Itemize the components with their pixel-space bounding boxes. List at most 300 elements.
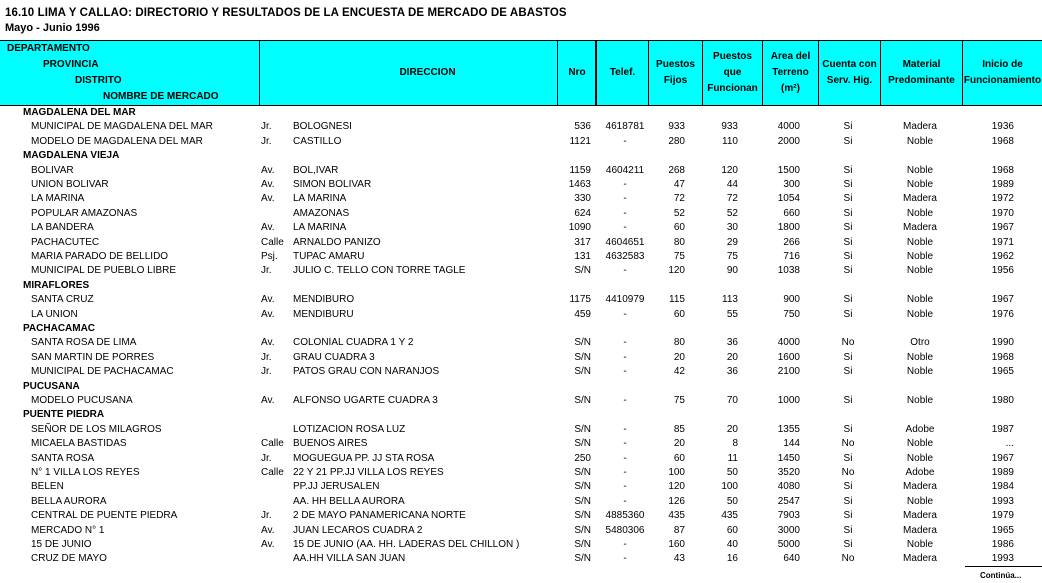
cell-fijos: 80 [673,337,685,349]
cell-dir: TUPAC AMARU [293,251,365,262]
table-row [0,135,1042,149]
cell-dir: CASTILLO [293,135,342,147]
cell-name: MARIA PARADO DE BELLIDO [31,251,169,262]
cell-func: 16 [726,553,738,565]
cell-dir: LA MARINA [293,222,347,234]
cell-func: 20 [726,423,738,435]
header-puestos-funcionan: Puestos que Funcionan [702,41,762,105]
cell-func: 70 [726,395,738,406]
cell-inicio: 1980 [991,395,1014,406]
cell-area: 660 [783,207,800,219]
cell-tel: - [623,423,627,435]
cell-inicio: 1979 [991,510,1014,522]
cell-mat: Adobe [905,467,935,478]
cell-area: 3000 [777,524,800,536]
cell-name: MERCADO N° 1 [31,524,105,536]
district-label: MAGDALENA DEL MAR [23,107,136,118]
cell-func: 36 [726,337,738,349]
cell-dir: PATOS GRAU CON NARANJOS [293,366,440,378]
cell-func: 90 [726,265,738,277]
cell-nro: 330 [574,193,591,205]
group-row [0,279,1042,293]
cell-func: 50 [726,467,738,478]
cell-mat: Noble [906,179,934,190]
cell-inicio: 1989 [991,179,1014,190]
cell-inicio: 1968 [991,164,1014,176]
district-label: PACHACAMAC [23,323,96,334]
cell-dir: BOLOGNESI [293,121,352,133]
header-area: Area del Terreno (m²) [762,41,818,105]
cell-name: BELEN [31,481,64,493]
cell-inicio: 1972 [991,193,1014,205]
cell-func: 29 [726,236,738,248]
cell-via: Calle [261,467,284,478]
cell-name: 15 DE JUNIO [31,539,92,550]
cell-serv: No [841,337,855,349]
cell-fijos: 268 [668,164,685,176]
header-cuenta: Cuenta con Serv. Hig. [818,41,880,105]
cell-fijos: 47 [673,179,685,190]
cell-mat: Noble [906,265,934,277]
header-material: Material Predominante [880,41,962,105]
header-direccion: DIRECCION [259,41,595,105]
cell-fijos: 60 [673,452,685,464]
cell-area: 2000 [777,135,800,147]
cell-serv: Si [843,207,853,219]
cell-tel: 4618781 [605,121,645,133]
district-label: MAGDALENA VIEJA [23,150,120,162]
cell-mat: Noble [906,438,934,450]
table-row [0,509,1042,523]
cell-serv: Si [843,510,853,522]
cell-mat: Madera [903,222,937,234]
cell-tel: - [623,452,627,464]
cell-serv: Si [843,495,853,507]
cell-func: 72 [726,193,738,205]
cell-area: 2547 [777,495,800,507]
cell-serv: Si [843,423,853,435]
cell-dir: GRAU CUADRA 3 [293,351,375,363]
cell-dir: 2 DE MAYO PANAMERICANA NORTE [293,510,466,522]
cell-inicio: 1976 [991,308,1014,320]
footer-divider [965,566,1042,567]
cell-nro: S/N [574,495,591,507]
cell-fijos: 160 [668,539,685,550]
cell-func: 113 [722,294,738,306]
cell-area: 640 [783,553,800,565]
cell-serv: No [841,553,855,565]
district-label: MIRAFLORES [23,279,90,291]
table-row [0,437,1042,451]
cell-dir: MENDIBURO [293,294,355,306]
cell-via: Jr. [261,135,272,147]
cell-dir: LA MARINA [293,193,347,205]
header-provincia: PROVINCIA [43,59,99,70]
cell-via: Jr. [261,510,272,522]
cell-area: 1800 [777,222,800,234]
cell-dir: BUENOS AIRES [293,438,368,450]
cell-serv: Si [843,222,853,234]
cell-name: MODELO DE MAGDALENA DEL MAR [31,135,203,147]
table-row [0,293,1042,307]
cell-via: Jr. [261,366,272,378]
table-row [0,524,1042,538]
cell-nro: S/N [574,524,591,536]
cell-nro: S/N [574,481,591,493]
cell-fijos: 126 [668,495,685,507]
cell-fijos: 120 [668,481,685,493]
cell-nro: S/N [574,539,591,550]
cell-name: CRUZ DE MAYO [31,553,107,565]
cell-area: 4000 [777,337,800,349]
cell-dir: ALFONSO UGARTE CUADRA 3 [293,395,438,406]
cell-nro: S/N [574,351,591,363]
group-row [0,149,1042,163]
cell-fijos: 80 [673,236,685,248]
cell-nro: 131 [574,251,591,262]
cell-name: SANTA ROSA [31,452,95,464]
header-distrito: DISTRITO [75,75,122,86]
cell-area: 144 [783,438,800,450]
table-row [0,178,1042,192]
cell-func: 75 [726,251,738,262]
cell-name: SEÑOR DE LOS MILAGROS [31,423,162,435]
cell-nro: S/N [574,265,591,277]
cell-tel: - [623,308,627,320]
cell-func: 11 [727,452,738,464]
cell-dir: MENDIBURU [293,308,354,320]
cell-serv: Si [843,164,853,176]
cell-tel: - [623,265,627,277]
cell-name: UNION BOLIVAR [31,179,109,190]
cell-dir: MOGUEGUA PP. JJ STA ROSA [293,452,435,464]
cell-mat: Madera [903,193,937,205]
cell-inicio: 1936 [991,121,1014,133]
cell-dir: AA.HH VILLA SAN JUAN [293,553,406,565]
cell-tel: - [623,438,627,450]
cell-fijos: 43 [673,553,685,565]
cell-mat: Noble [906,251,934,262]
cell-via: Av. [261,164,275,176]
cell-name: SANTA CRUZ [31,294,94,306]
cell-dir: LOTIZACION ROSA LUZ [293,423,406,435]
cell-mat: Noble [906,395,934,406]
cell-name: LA MARINA [31,193,85,205]
cell-func: 120 [721,164,738,176]
cell-area: 2100 [777,366,800,378]
cell-func: 50 [726,495,738,507]
cell-via: Av. [261,193,275,205]
cell-serv: Si [843,179,853,190]
cell-serv: Si [843,308,853,320]
cell-fijos: 435 [668,510,685,522]
cell-serv: Si [843,481,853,493]
cell-nro: S/N [574,510,591,522]
continua-label: Continúa... [980,571,1022,580]
cell-nro: 624 [574,207,591,219]
cell-nro: 459 [574,308,591,320]
cell-area: 1500 [777,164,800,176]
cell-mat: Noble [906,495,934,507]
cell-mat: Noble [906,452,934,464]
cell-nro: 317 [574,236,591,248]
cell-inicio: 1984 [991,481,1014,493]
cell-via: Jr. [261,452,272,464]
cell-fijos: 100 [668,467,685,478]
cell-fijos: 20 [673,351,685,363]
cell-mat: Noble [906,236,934,248]
cell-fijos: 85 [673,423,685,435]
header-nro: Nro [557,41,596,105]
table-row [0,466,1042,480]
cell-area: 1000 [777,395,800,406]
cell-inicio: 1962 [991,251,1014,262]
cell-nro: S/N [574,438,591,450]
group-row [0,106,1042,120]
cell-tel: 4410979 [605,294,645,306]
header-departamento: DEPARTAMENTO [7,43,90,54]
cell-func: 55 [726,308,738,320]
cell-mat: Madera [903,121,937,133]
cell-area: 4080 [777,481,800,493]
cell-area: 300 [783,179,800,190]
cell-mat: Noble [906,207,934,219]
cell-func: 52 [726,207,738,219]
cell-name: LA BANDERA [31,222,94,234]
cell-area: 1600 [777,351,800,363]
cell-dir: AA. HH BELLA AURORA [293,495,405,507]
cell-area: 4000 [777,121,800,133]
cell-inicio: ... [1005,438,1014,450]
cell-mat: Noble [906,164,934,176]
cell-tel: - [623,553,627,565]
cell-serv: Si [843,121,853,133]
cell-fijos: 72 [673,193,685,205]
cell-serv: Si [843,236,853,248]
cell-dir: BOL,IVAR [293,164,339,176]
cell-tel: 4632583 [605,251,645,262]
cell-mat: Noble [906,366,934,378]
district-label: PUCUSANA [23,380,80,392]
cell-tel: - [623,495,627,507]
cell-mat: Madera [903,553,937,565]
cell-via: Jr. [261,265,272,277]
table-row [0,264,1042,278]
cell-fijos: 280 [668,135,685,147]
cell-via: Av. [261,308,275,320]
cell-area: 716 [783,251,800,262]
cell-inicio: 1993 [991,495,1014,507]
table-row [0,164,1042,178]
district-label: PUENTE PIEDRA [23,409,105,421]
cell-fijos: 87 [673,524,685,536]
table-row [0,552,1042,566]
cell-nro: S/N [574,337,591,349]
group-row [0,408,1042,422]
cell-tel: - [623,467,627,478]
table-row [0,336,1042,350]
cell-via: Av. [261,337,275,349]
cell-fijos: 75 [673,395,685,406]
cell-area: 1355 [777,423,800,435]
table-row [0,394,1042,408]
cell-area: 3520 [777,467,800,478]
cell-fijos: 120 [668,265,685,277]
cell-name: BOLIVAR [31,164,74,176]
cell-inicio: 1965 [991,366,1014,378]
cell-mat: Madera [903,481,937,493]
cell-mat: Noble [906,308,934,320]
cell-serv: Si [843,265,853,277]
cell-via: Jr. [261,121,272,133]
cell-tel: 4885360 [605,510,645,522]
cell-name: SANTA ROSA DE LIMA [31,337,137,349]
cell-dir: ARNALDO PANIZO [293,236,381,248]
cell-name: POPULAR AMAZONAS [31,207,138,219]
cell-inicio: 1968 [991,351,1014,363]
cell-func: 60 [726,524,738,536]
cell-via: Av. [261,179,275,190]
cell-fijos: 75 [673,251,685,262]
cell-nro: 1463 [568,179,591,190]
cell-area: 7903 [777,510,800,522]
cell-inicio: 1990 [991,337,1014,349]
cell-func: 100 [721,481,738,493]
cell-inicio: 1956 [991,265,1014,277]
cell-dir: SIMON BOLIVAR [293,179,372,190]
table-row [0,192,1042,206]
cell-func: 8 [732,438,738,450]
cell-via: Psj. [261,251,278,262]
group-row [0,322,1042,336]
cell-name: MUNICIPAL DE PUEBLO LIBRE [31,265,177,277]
table-row [0,538,1042,552]
cell-func: 933 [721,121,738,133]
cell-tel: - [623,179,627,190]
cell-tel: - [623,351,627,363]
cell-name: MODELO PUCUSANA [31,395,133,406]
cell-dir: COLONIAL CUADRA 1 Y 2 [293,337,414,349]
cell-fijos: 42 [673,366,685,378]
table-row [0,365,1042,379]
cell-func: 435 [721,510,738,522]
header-inicio: Inicio de Funcionamiento [962,41,1042,105]
cell-func: 44 [726,179,738,190]
cell-serv: Si [843,193,853,205]
cell-via: Av. [261,294,275,306]
cell-tel: - [623,207,627,219]
cell-via: Av. [261,222,275,234]
cell-nro: S/N [574,366,591,378]
cell-inicio: 1967 [991,294,1014,306]
cell-tel: - [623,481,627,493]
table-row [0,480,1042,494]
header-nombre: NOMBRE DE MERCADO [103,91,219,102]
cell-name: MICAELA BASTIDAS [31,438,127,450]
cell-tel: - [623,337,627,349]
cell-nro: 1090 [568,222,591,234]
cell-inicio: 1968 [991,135,1014,147]
table-header [0,40,1042,106]
cell-tel: 4604651 [605,236,645,248]
cell-tel: - [623,222,627,234]
table-row [0,452,1042,466]
cell-serv: Si [843,351,853,363]
cell-mat: Madera [903,524,937,536]
cell-name: MUNICIPAL DE PACHACAMAC [31,366,174,378]
cell-inicio: 1970 [991,207,1014,219]
cell-mat: Noble [906,294,934,306]
table-row [0,308,1042,322]
cell-func: 36 [726,366,738,378]
cell-mat: Otro [910,337,930,349]
cell-area: 1038 [777,265,800,277]
cell-area: 1054 [777,193,800,205]
table-row [0,207,1042,221]
table-row [0,495,1042,509]
cell-dir: AMAZONAS [293,207,350,219]
cell-serv: Si [843,366,853,378]
cell-via: Av. [261,395,275,406]
cell-func: 40 [726,539,738,550]
table-row [0,423,1042,437]
cell-serv: Si [843,294,853,306]
cell-serv: Si [843,452,853,464]
cell-area: 5000 [777,539,800,550]
cell-nro: S/N [574,423,591,435]
cell-nro: S/N [574,467,591,478]
cell-tel: - [623,193,627,205]
cell-serv: Si [843,251,853,262]
cell-via: Av. [261,539,275,550]
cell-via: Jr. [261,351,272,363]
cell-tel: - [623,395,627,406]
cell-inicio: 1987 [991,423,1014,435]
cell-tel: - [623,539,627,550]
cell-name: MUNICIPAL DE MAGDALENA DEL MAR [31,121,213,133]
cell-area: 750 [783,308,800,320]
table-row [0,250,1042,264]
cell-mat: Madera [903,510,937,522]
cell-nro: S/N [574,553,591,565]
table-row [0,221,1042,235]
cell-via: Calle [261,236,284,248]
cell-fijos: 60 [673,308,685,320]
cell-mat: Noble [906,539,934,550]
cell-inicio: 1965 [991,524,1014,536]
cell-tel: 5480306 [605,524,645,536]
header-puestos-fijos: Puestos Fijos [648,41,702,105]
table-row [0,120,1042,134]
cell-dir: 22 Y 21 PP.JJ VILLA LOS REYES [293,467,444,478]
cell-serv: Si [843,395,853,406]
cell-name: SAN MARTIN DE PORRES [31,351,155,363]
cell-fijos: 60 [673,222,685,234]
cell-func: 110 [722,135,738,147]
cell-mat: Noble [906,135,934,147]
group-row [0,380,1042,394]
cell-serv: Si [843,524,853,536]
page-subtitle: Mayo - Junio 1996 [5,22,100,34]
cell-area: 900 [783,294,800,306]
cell-fijos: 20 [673,438,685,450]
cell-inicio: 1993 [991,553,1014,565]
cell-name: CENTRAL DE PUENTE PIEDRA [31,510,178,522]
header-telef: Telef. [596,41,648,105]
cell-func: 30 [726,222,738,234]
cell-tel: 4604211 [605,164,645,176]
table-row [0,236,1042,250]
